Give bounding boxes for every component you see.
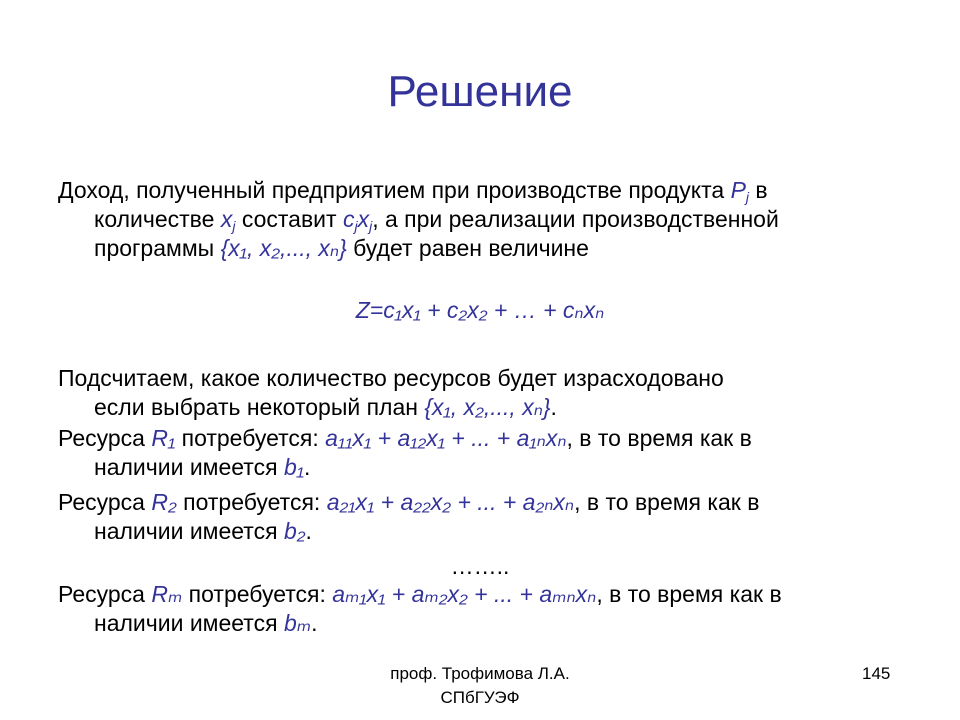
var-x: $x_j$ <box>220 206 236 234</box>
var-cx: $c_jx_j$ <box>342 206 373 234</box>
revenue-formula: Z=c₁x₁ + c₂x₂ + … + cₙxₙ <box>355 297 605 323</box>
text: Доход, полученный предприятием при производстве продукта <box>58 177 731 203</box>
resource-expression: a₁₁x₁ + a₁₂x₁ + ... + a₁ₙxₙ <box>325 425 567 451</box>
plan-set: {x₁, x₂,..., xₙ} <box>424 394 551 420</box>
plan-set: {x₁, x₂,..., xₙ} <box>220 235 347 261</box>
slide-title: Решение <box>387 67 573 116</box>
footer-author: проф. Трофимова Л.А. СПбГУЭФ <box>390 664 570 707</box>
var-P: $P_j$ <box>730 177 750 205</box>
resource-expression: a₂₁x₁ + a₂₂x₂ + ... + a₂ₙxₙ <box>326 489 575 515</box>
paragraph-income: Доход, полученный предприятием при производстве продукта $P_j$ в количестве $x_j$ составит $c_jx_j$, а при реализации производственной программы {x₁, x₂,..., xₙ} будет равен величине <box>58 177 779 261</box>
resource-2: Ресурса R₂ потребуется: a₂₁x₁ + a₂₂x₂ + ... + a₂ₙxₙ, в то время как в наличии имеется b₂. <box>58 489 760 544</box>
resource-expression: aₘ₁x₁ + aₘ₂x₂ + ... + aₘₙxₙ <box>332 581 597 607</box>
resource-1: Ресурса R₁ потребуется: a₁₁x₁ + a₁₂x₁ + ... + a₁ₙxₙ, в то время как в наличии имеется b₁. <box>58 425 752 480</box>
ellipsis: …….. <box>450 553 510 579</box>
page-number: 145 <box>862 664 891 683</box>
resource-m: Ресурса Rₘ потребуется: aₘ₁x₁ + aₘ₂x₂ + ... + aₘₙxₙ, в то время как в наличии имеется bₘ. <box>58 581 782 636</box>
paragraph-resources: Подсчитаем, какое количество ресурсов будет израсходовано если выбрать некоторый план {x₁, x₂,..., xₙ}. <box>58 365 724 420</box>
